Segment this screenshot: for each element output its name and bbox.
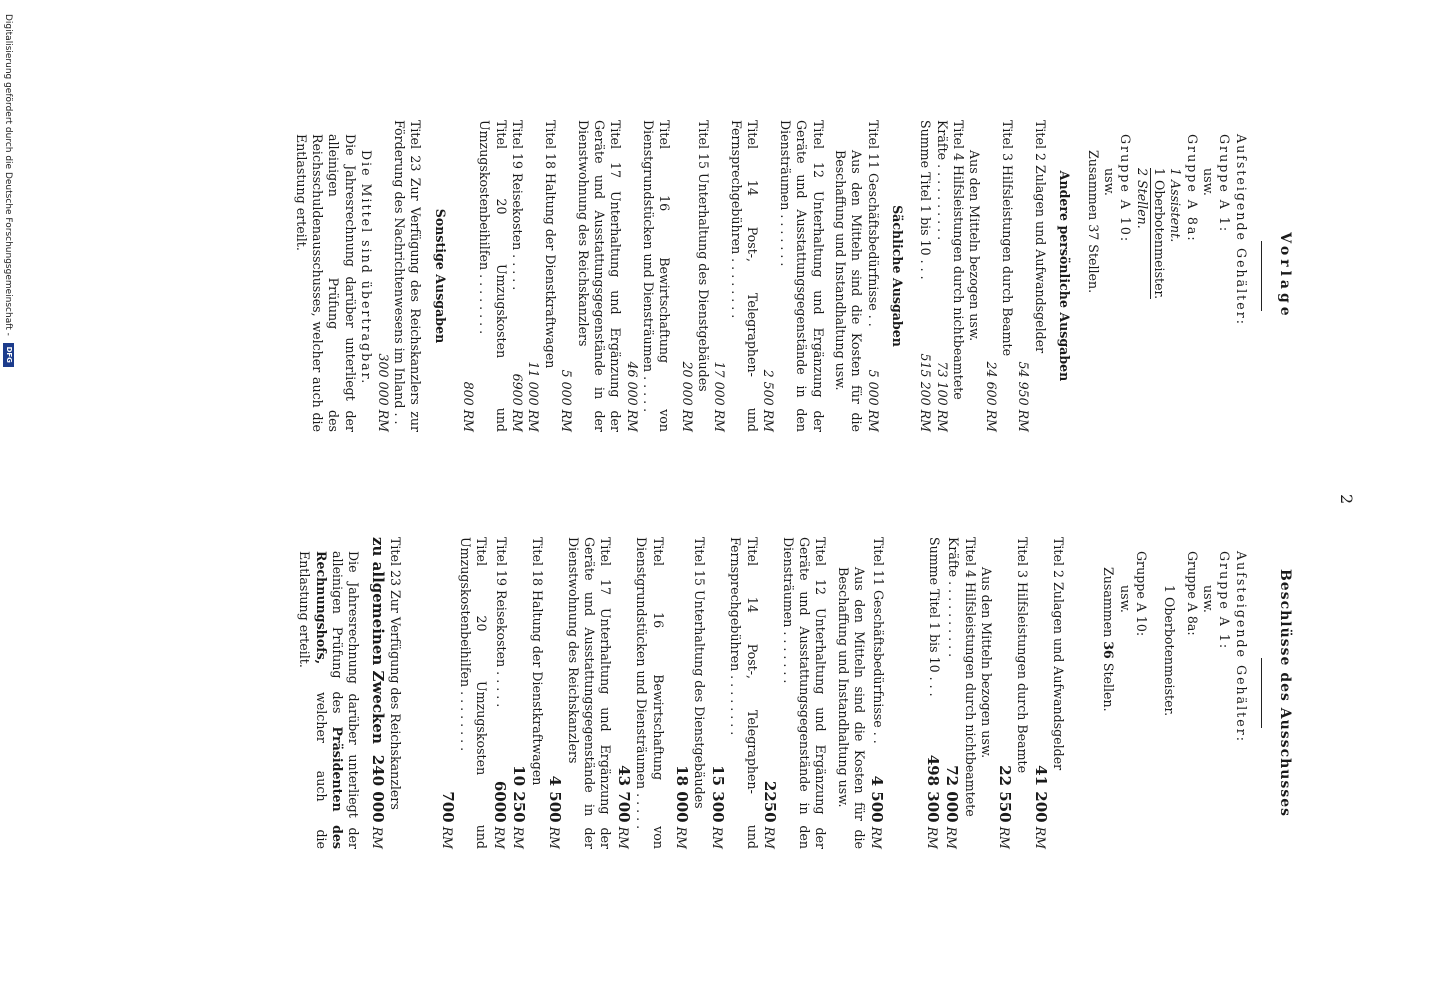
titel-11-note: Aus den Mitteln sind die Kosten für die Beschaffung und Instandhaltung usw.: [835, 567, 867, 849]
oberbotenmeister: 1 Oberbotenmeister.: [1162, 585, 1178, 717]
summe-text: Summe Titel 1 bis 10 . . .: [927, 537, 942, 697]
rm-unit: RM: [674, 826, 690, 849]
fraction-numerator: 1 Assistent.: [1168, 168, 1184, 243]
zusammen-stellen: [1100, 537, 1116, 849]
titel-23-note-a: Die Jahresrechnung darüber unterliegt der alleinigen Prüfung des: [330, 551, 362, 849]
titel-11-note: Aus den Mitteln sind die Kosten für die Beschaffung und Instandhaltung usw.: [832, 150, 865, 432]
titel-14-text: Titel 14 Post-, Telegraphen- und Fernsprechgebühren . . . . . . . .: [728, 120, 761, 432]
titel-17-text: Titel 17 Unterhaltung und Ergänzung der Geräte und Ausstattungsgegenstände in der Dienstwohnung des Reichskanzlers: [575, 120, 624, 432]
titel-4-text-2: Kräfte . . . . . . . . . .: [946, 537, 962, 658]
titel-23-text-2: zu allgemeinen Zwecken: [368, 537, 387, 744]
mitteln-note: Aus den Mitteln bezogen usw.: [967, 150, 983, 342]
titel-19-text: Titel 19 Reisekosten . . . . .: [510, 120, 526, 291]
titel-11-value: 5 000 RM: [865, 369, 881, 432]
rm-unit: RM: [869, 826, 885, 849]
titel-16-value: 46 000 RM: [624, 361, 640, 432]
titel-20-text: Titel 20 Umzugskosten und Umzugskostenbeihilfen . . . . . . . .: [458, 537, 490, 849]
rm-unit: RM: [439, 826, 455, 849]
titel-11-text: Titel 11 Geschäftsbedürfnisse . .: [865, 120, 881, 327]
rm-unit: RM: [925, 826, 940, 849]
titel-23-note-1: Die Mittel sind übertragbar.: [359, 150, 375, 386]
column-title-vorlage: Vorlage: [1277, 232, 1293, 320]
rm-unit: RM: [1032, 826, 1048, 849]
gruppe-a8a: Gruppe A 8a:: [1184, 134, 1200, 243]
gruppe-a10: Gruppe A 10:: [1134, 551, 1150, 637]
titel-2-text: Titel 2 Zulagen und Aufwandsgelder: [1050, 537, 1066, 771]
usw-1: usw.: [1201, 168, 1217, 196]
titel-11-value: 4 500: [868, 775, 887, 823]
titel-4-text-1: Titel 4 Hilfsleistungen durch nichtbeamtete: [962, 537, 978, 817]
titel-23-note-c: welcher auch die Entlastung erteilt.: [297, 551, 329, 849]
titel-16-text: Titel 16 Bewirtschaftung von Dienstgrundstücken und Diensträumen . . . . .: [634, 537, 666, 849]
section-aufsteigende: Aufsteigende Gehälter:: [1233, 551, 1249, 743]
rm-unit: RM: [511, 826, 527, 849]
titel-20-value: 800 RM: [461, 381, 476, 432]
titel-2-text: Titel 2 Zulagen und Aufwandsgelder: [1032, 120, 1048, 354]
titel-3-text: Titel 3 Hilfsleistungen durch Beamte: [1000, 120, 1016, 357]
digitization-footer: [0, 14, 16, 994]
zusammen-number: 36: [1101, 641, 1117, 659]
footer-text: Digitalisierung gefördert durch die Deutsche Forschungsgemeinschaft -: [3, 14, 13, 336]
titel-23-text: Titel 23 Zur Verfügung des Reichskanzlers zur Förderung des Nachrichtenwesens im Inland . .: [391, 120, 424, 432]
titel-19-text: Titel 19 Reisekosten . . . . .: [493, 537, 509, 708]
rm-unit: RM: [709, 826, 725, 849]
zusammen-suffix: Stellen.: [1101, 662, 1117, 712]
mitteln-note: Aus den Mitteln bezogen usw.: [979, 567, 995, 759]
titel-19-value: 6000: [490, 780, 509, 823]
titel-14-value: 15 300: [708, 765, 727, 823]
titel-15-value: 18 000: [673, 765, 692, 823]
titel-14-value: 17 000 RM: [712, 361, 728, 432]
title-rule: [1261, 658, 1262, 728]
rm-unit: RM: [944, 826, 960, 849]
zusammen-stellen: Zusammen 37 Stellen.: [1085, 150, 1101, 294]
titel-20-text: Titel 20 Umzugskosten und Umzugskostenbeihilfen . . . . . . . .: [477, 120, 509, 432]
rm-unit: RM: [762, 826, 778, 849]
titel-18-value: 11 000 RM: [526, 361, 542, 432]
column-beschluesse: [296, 537, 1294, 849]
column-vorlage: [292, 120, 1294, 432]
usw-2: usw.: [1117, 585, 1133, 613]
titel-12-value: 2250: [761, 780, 780, 823]
titel-17-value: 5 000 RM: [559, 369, 575, 432]
rm-unit: RM: [369, 826, 385, 849]
page-number: 2: [1337, 494, 1356, 505]
titel-4-text-1: Titel 4 Hilfsleistungen durch nichtbeamtete: [951, 120, 967, 400]
titel-20-value: 700: [438, 791, 457, 823]
titel-4-value: 73 100 RM: [934, 361, 950, 432]
gruppe-a1: Gruppe A 1:: [1217, 551, 1233, 651]
summe-text: Summe Titel 1 bis 10 . . .: [918, 120, 934, 280]
gruppe-a1: Gruppe A 1:: [1217, 134, 1233, 234]
heading-saechliche-ausgaben: Sächliche Ausgaben: [889, 205, 905, 347]
titel-15-value: 20 000 RM: [679, 361, 695, 432]
titel-12-text: Titel 12 Unterhaltung und Ergänzung der Geräte und Ausstattungsgegenstände in den Diensträumen . . . . . . .: [777, 120, 826, 432]
rm-unit: RM: [547, 826, 563, 849]
titel-12-value: 2 500 RM: [761, 369, 777, 432]
dfg-logo: DFG: [3, 343, 14, 367]
title-rule: [1261, 241, 1262, 311]
titel-14-text: Titel 14 Post-, Telegraphen- und Fernsprechgebühren . . . . . . . .: [728, 537, 760, 849]
titel-18-text: Titel 18 Haltung der Dienstkraftwagen: [542, 120, 558, 369]
titel-3-text: Titel 3 Hilfsleistungen durch Beamte: [1015, 537, 1031, 774]
titel-16-value: 43 700: [614, 765, 633, 823]
titel-2-value: 41 200: [1031, 765, 1050, 823]
titel-18-text: Titel 18 Haltung der Dienstkraftwagen: [529, 537, 545, 786]
usw-2: usw.: [1101, 168, 1117, 196]
titel-16-text: Titel 16 Bewirtschaftung von Dienstgrundstücken und Diensträumen . . . . .: [640, 120, 673, 432]
titel-23-note-2: Die Jahresrechnung darüber unterliegt der alleinigen Prüfung des Reichsschuldenausschusses, welcher auch die Entlastung erteilt.: [293, 134, 358, 432]
rm-unit: RM: [615, 826, 631, 849]
titel-12-text: Titel 12 Unterhaltung und Ergänzung der Geräte und Ausstattungsgegenstände in den Diensträumen . . . . . . .: [780, 537, 829, 849]
section-aufsteigende: Aufsteigende Gehälter:: [1233, 134, 1249, 326]
gruppe-a8a: Gruppe A 8a:: [1184, 551, 1200, 636]
zusammen-prefix: Zusammen: [1101, 567, 1117, 638]
titel-15-text: Titel 15 Unterhaltung des Dienstgebäudes: [696, 120, 712, 392]
heading-sonstige-ausgaben: Sonstige Ausgaben: [432, 208, 448, 344]
summe-value: 498 300: [924, 754, 942, 823]
titel-17-value: 4 500: [546, 775, 565, 823]
titel-19-value: 6900 RM: [510, 373, 526, 432]
titel-18-value: 10 250: [510, 765, 529, 823]
heading-andere-ausgaben: Andere persönliche Ausgaben: [1057, 170, 1073, 382]
fraction-denominator: 1 Oberbotenmeister.: [1150, 168, 1167, 299]
titel-11-text: Titel 11 Geschäftsbedürfnisse . .: [871, 537, 887, 744]
titel-2-value: 54 950 RM: [1016, 361, 1032, 432]
titel-23-text-1: Titel 23 Zur Verfügung des Reichskanzlers: [388, 537, 404, 810]
titel-4-value: 72 000: [943, 765, 962, 823]
rm-unit: RM: [491, 826, 507, 849]
titel-3-value: 22 550: [995, 765, 1014, 823]
usw-1: usw.: [1201, 585, 1217, 613]
titel-23-note-b: Präsidenten des Rechnungshofs,: [313, 551, 346, 849]
fraction-sum: 2 Stellen.: [1134, 168, 1150, 229]
titel-4-text-2: Kräfte . . . . . . . . . .: [934, 120, 950, 241]
titel-23-value: 240 000: [368, 754, 387, 823]
titel-23-value: 300 000 RM: [375, 353, 391, 432]
gruppe-a10: Gruppe A 10:: [1118, 134, 1134, 244]
titel-15-text: Titel 15 Unterhaltung des Dienstgebäudes: [692, 537, 708, 809]
titel-17-text: Titel 17 Unterhaltung und Ergänzung der Geräte und Ausstattungsgegenstände in der Dienstwohnung des Reichskanzlers: [565, 537, 614, 849]
summe-value: 515 200 RM: [918, 353, 934, 432]
titel-3-value: 24 600 RM: [983, 361, 999, 432]
rm-unit: RM: [996, 826, 1012, 849]
column-title-beschluesse: Beschlüsse des Ausschusses: [1277, 568, 1293, 818]
